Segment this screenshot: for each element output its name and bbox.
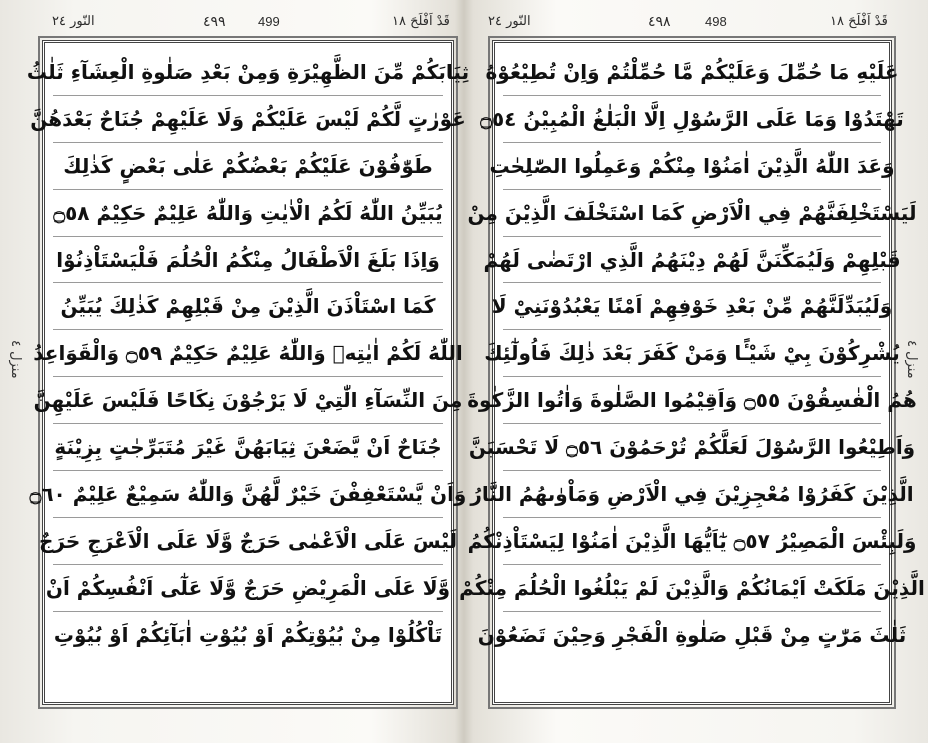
right-page-header	[464, 14, 928, 36]
left-text-lines	[26, 49, 470, 696]
text-line: لَيَسْتَخْلِفَنَّهُمْ فِي الْاَرْضِ كَمَا اسْتَخْلَفَ الَّذِيْنَ مِنْ	[503, 190, 881, 237]
text-line: تَاْكُلُوْا مِنْ بُيُوْتِكُمْ اَوْ بُيُوْتِ اٰبَآئِكُمْ اَوْ بُيُوْتِ	[53, 623, 443, 648]
left-margin-note: منزل ٤	[8, 340, 23, 379]
left-juz-name: قَدْ اَفْلَحَ ١٨	[392, 14, 450, 29]
right-juz-name: قَدْ اَفْلَحَ ١٨	[830, 14, 888, 29]
text-line: اللّٰهُ لَكُمْ اٰيٰتِهٖ وَاللّٰهُ عَلِيْمٌ حَكِيْمٌ ۝٥٩ وَالْقَوَاعِدُ	[53, 330, 443, 377]
text-line: وَاِذَا بَلَغَ الْاَطْفَالُ مِنْكُمُ الْحُلُمَ فَلْيَسْتَاْذِنُوْا	[53, 237, 443, 284]
left-surah-name: النّور ٢٤	[52, 14, 95, 29]
text-line: وَّلَا عَلَى الْمَرِيْضِ حَرَجٌ وَّلَا عَلٰٓى اَنْفُسِكُمْ اَنْ	[53, 565, 443, 612]
text-line: قَبْلِهِمْ وَلَيُمَكِّنَنَّ لَهُمْ دِيْنَهُمُ الَّذِي ارْتَضٰى لَهُمْ	[503, 237, 881, 284]
text-line: مِنَ النِّسَآءِ الّٰتِيْ لَا يَرْجُوْنَ نِكَاحًا فَلَيْسَ عَلَيْهِنَّ	[53, 377, 443, 424]
right-surah-name: النّور ٢٤	[488, 14, 531, 29]
text-line: تَهْتَدُوْا وَمَا عَلَى الرَّسُوْلِ اِلَّا الْبَلٰغُ الْمُبِيْنُ ۝٥٤	[503, 96, 881, 143]
left-page-header	[0, 14, 464, 36]
left-page-number-arabic: ٤٩٩	[203, 14, 226, 30]
text-line: وَلَبِئْسَ الْمَصِيْرُ ۝٥٧ يٰٓاَيُّهَا الَّذِيْنَ اٰمَنُوْا لِيَسْتَاْذِنْكُمُ	[503, 518, 881, 565]
right-page-number: 498	[705, 14, 727, 29]
text-line: وَلَيُبَدِّلَنَّهُمْ مِّنْ بَعْدِ خَوْفِهِمْ اَمْنًا يَعْبُدُوْنَنِيْ لَا	[503, 283, 881, 330]
left-text-frame	[26, 40, 470, 705]
text-line: وَاَطِيْعُوا الرَّسُوْلَ لَعَلَّكُمْ تُرْحَمُوْنَ ۝٥٦ لَا تَحْسَبَنَّ	[503, 424, 881, 471]
text-line: عَوْرٰتٍ لَّكُمْ لَيْسَ عَلَيْكُمْ وَلَا عَلَيْهِمْ جُنَاحٌ بَعْدَهُنَّ	[53, 96, 443, 143]
text-line: الَّذِيْنَ كَفَرُوْا مُعْجِزِيْنَ فِي الْاَرْضِ وَمَاْوٰىهُمُ النَّارُ	[503, 471, 881, 518]
text-line: ثِيَابَكُمْ مِّنَ الظَّهِيْرَةِ وَمِنْ بَعْدِ صَلٰوةِ الْعِشَآءِ ثَلٰثُ	[53, 49, 443, 96]
right-page	[459, 0, 928, 743]
text-line: طَوّٰفُوْنَ عَلَيْكُمْ بَعْضُكُمْ عَلٰى بَعْضٍ كَذٰلِكَ	[53, 143, 443, 190]
text-line: هُمُ الْفٰسِقُوْنَ ۝٥٥ وَاَقِيْمُوا الصَّلٰوةَ وَاٰتُوا الزَّكٰوةَ	[503, 377, 881, 424]
text-line: وَاَنْ يَّسْتَعْفِفْنَ خَيْرٌ لَّهُنَّ وَاللّٰهُ سَمِيْعٌ عَلِيْمٌ ۝٦٠	[53, 471, 443, 518]
text-line: يُبَيِّنُ اللّٰهُ لَكُمُ الْاٰيٰتِ وَاللّٰهُ عَلِيْمٌ حَكِيْمٌ ۝٥٨	[53, 190, 443, 237]
text-line: ثَلٰثَ مَرّٰتٍ مِنْ قَبْلِ صَلٰوةِ الْفَجْرِ وَحِيْنَ تَضَعُوْنَ	[477, 623, 907, 648]
text-line: كَمَا اسْتَاْذَنَ الَّذِيْنَ مِنْ قَبْلِهِمْ كَذٰلِكَ يُبَيِّنُ	[53, 283, 443, 330]
text-line: الَّذِيْنَ مَلَكَتْ اَيْمَانُكُمْ وَالَّذِيْنَ لَمْ يَبْلُغُوا الْحُلُمَ مِنْكُمْ	[503, 565, 881, 612]
right-page-number-arabic: ٤٩٨	[648, 14, 671, 30]
text-line: لَيْسَ عَلَى الْاَعْمٰى حَرَجٌ وَّلَا عَلَى الْاَعْرَجِ حَرَجٌ	[53, 518, 443, 565]
text-line: يُشْرِكُوْنَ بِيْ شَيْـًٔا وَمَنْ كَفَرَ بَعْدَ ذٰلِكَ فَاُولٰٓئِكَ	[503, 330, 881, 377]
text-line: وَعَدَ اللّٰهُ الَّذِيْنَ اٰمَنُوْا مِنْكُمْ وَعَمِلُوا الصّٰلِحٰتِ	[503, 143, 881, 190]
text-line: جُنَاحٌ اَنْ يَّضَعْنَ ثِيَابَهُنَّ غَيْرَ مُتَبَرِّجٰتٍ بِزِيْنَةٍ	[53, 424, 443, 471]
left-page-number: 499	[258, 14, 280, 29]
text-line: عَلَيْهِ مَا حُمِّلَ وَعَلَيْكُمْ مَّا حُمِّلْتُمْ وَاِنْ تُطِيْعُوْهُ	[503, 49, 881, 96]
right-margin-note: منزل ٤	[904, 340, 919, 379]
